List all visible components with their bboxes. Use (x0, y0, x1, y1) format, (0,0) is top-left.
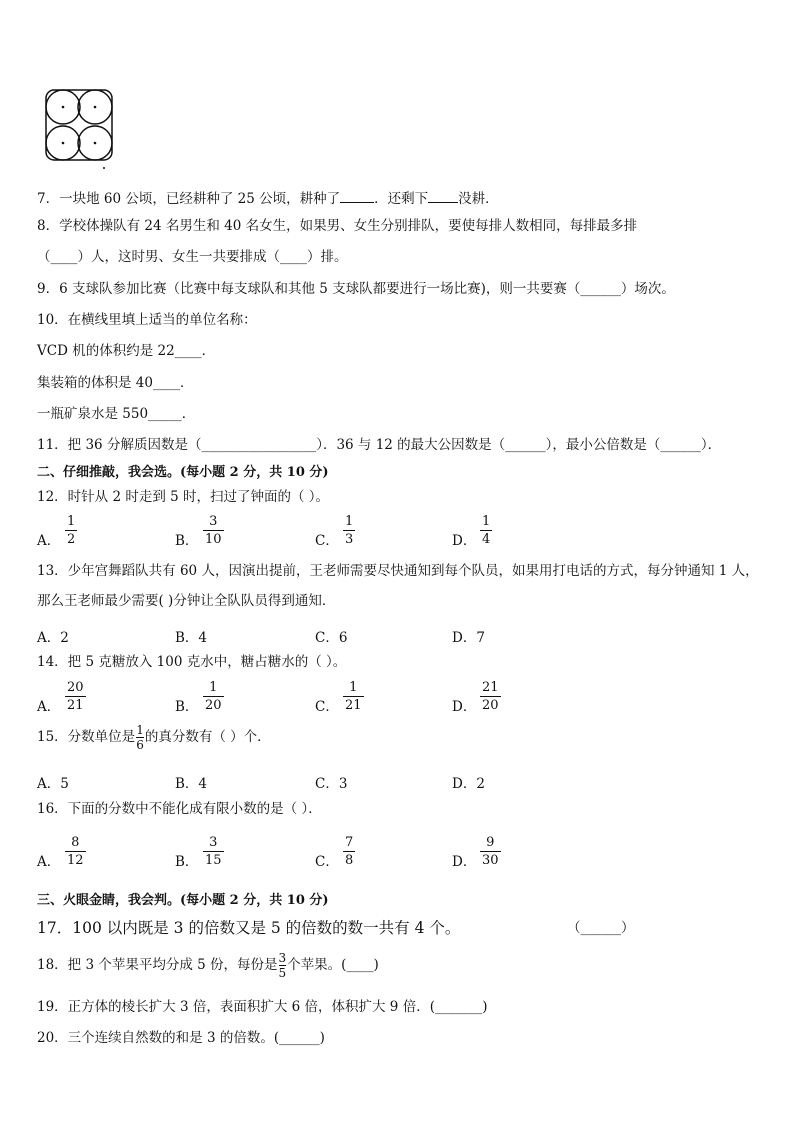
question-10-item-1: VCD 机的体积约是 22____． (37, 343, 216, 359)
question-7: 7．一块地 60 公顷，已经耕种了 25 公顷，耕种了 ．还剩下 没耕． (37, 191, 499, 207)
fraction: 1 21 (345, 680, 362, 713)
question-17: 17．100 以内既是 3 的倍数又是 5 的倍数的数一共有 4 个。 (37, 919, 461, 937)
fraction: 1 20 (205, 680, 222, 713)
question-14-stem: 14．把 5 克糖放入 100 克水中，糖占糖水的（ ）。 (37, 654, 347, 670)
four-circles-in-square-figure (42, 84, 114, 170)
question-16-options: A． 8 12 B． 3 15 C． 7 8 D． 9 30 (37, 835, 499, 870)
question-8-line-1: 8．学校体操队有 24 名男生和 40 名女生，如果男、女生分别排队，要使每排人数相同，每排最多排 (37, 218, 638, 234)
question-13-options: A．2 B．4 C．6 D．7 (37, 630, 485, 646)
answer-blank[interactable] (428, 190, 458, 203)
fraction: 1 2 (67, 514, 76, 547)
question-19: 19．正方体的棱长扩大 3 倍，表面积扩大 6 倍，体积扩大 9 倍．(_______) (37, 999, 488, 1015)
question-15-options: A．5 B．4 C．3 D．2 (37, 776, 485, 792)
answer-blank[interactable]: （______） (567, 920, 635, 936)
fraction: 20 21 (67, 680, 84, 713)
question-18: 18．把 3 个苹果平均分成 5 份，每份是 $\frac{3}{5}$ 个苹果。(____) (37, 951, 379, 980)
question-15-stem: 15．分数单位是 $\frac{1}{6}$ 的真分数有（ ）个． (37, 723, 271, 752)
fraction: 8 12 (67, 835, 84, 868)
question-9: 9．6 支球队参加比赛（比赛中每支球队和其他 5 支球队都要进行一场比赛)，则一共要赛（______）场次。 (37, 281, 675, 297)
question-10-item-3: 一瓶矿泉水是 550_____． (37, 406, 196, 422)
question-20: 20．三个连续自然数的和是 3 的倍数。(______) (37, 1030, 325, 1046)
answer-blank[interactable] (340, 190, 374, 203)
fraction: 1 4 (482, 514, 491, 547)
fraction: 3 10 (205, 514, 222, 547)
fraction: 3 15 (205, 835, 222, 868)
question-11: 11．把 36 分解质因数是（_________________）．36 与 12 的最大公因数是（______），最小公倍数是（______）． (37, 437, 722, 453)
question-13-line-2: 那么王老师最少需要( )分钟让全队队员得到通知． (37, 593, 336, 609)
question-16-stem: 16．下面的分数中不能化成有限小数的是（ ）． (37, 801, 322, 817)
fraction: 1 3 (345, 514, 354, 547)
fraction: 9 30 (482, 835, 499, 868)
question-12-stem: 12．时针从 2 时走到 5 时，扫过了钟面的（ ）。 (37, 489, 330, 505)
question-12-options: A． 1 2 B． 3 10 C． 1 3 D． 1 4 (37, 514, 491, 549)
question-10-item-2: 集装箱的体积是 40____． (37, 375, 194, 391)
section-2-heading: 二、仔细推敲，我会选。(每小题 2 分，共 10 分) (37, 465, 329, 480)
question-8-line-2: （____）人，这时男、女生一共要排成（____）排。 (37, 249, 348, 265)
section-3-heading: 三、火眼金睛，我会判。(每小题 2 分，共 10 分) (37, 893, 329, 908)
fraction: 7 8 (345, 835, 354, 868)
fraction: $\frac{3}{5}$ (278, 951, 287, 980)
question-14-options: A． 20 21 B． 1 20 C． 1 21 D． 21 20 (37, 680, 499, 715)
fraction: $\frac{1}{6}$ (136, 723, 144, 752)
question-10-title: 10．在横线里填上适当的单位名称： (37, 312, 257, 328)
fraction: 21 20 (482, 680, 499, 713)
question-13-line-1: 13．少年宫舞蹈队共有 60 人，因演出提前，王老师需要尽快通知到每个队员，如果用打电话的方式，每分钟通知 1 人， (37, 563, 759, 579)
